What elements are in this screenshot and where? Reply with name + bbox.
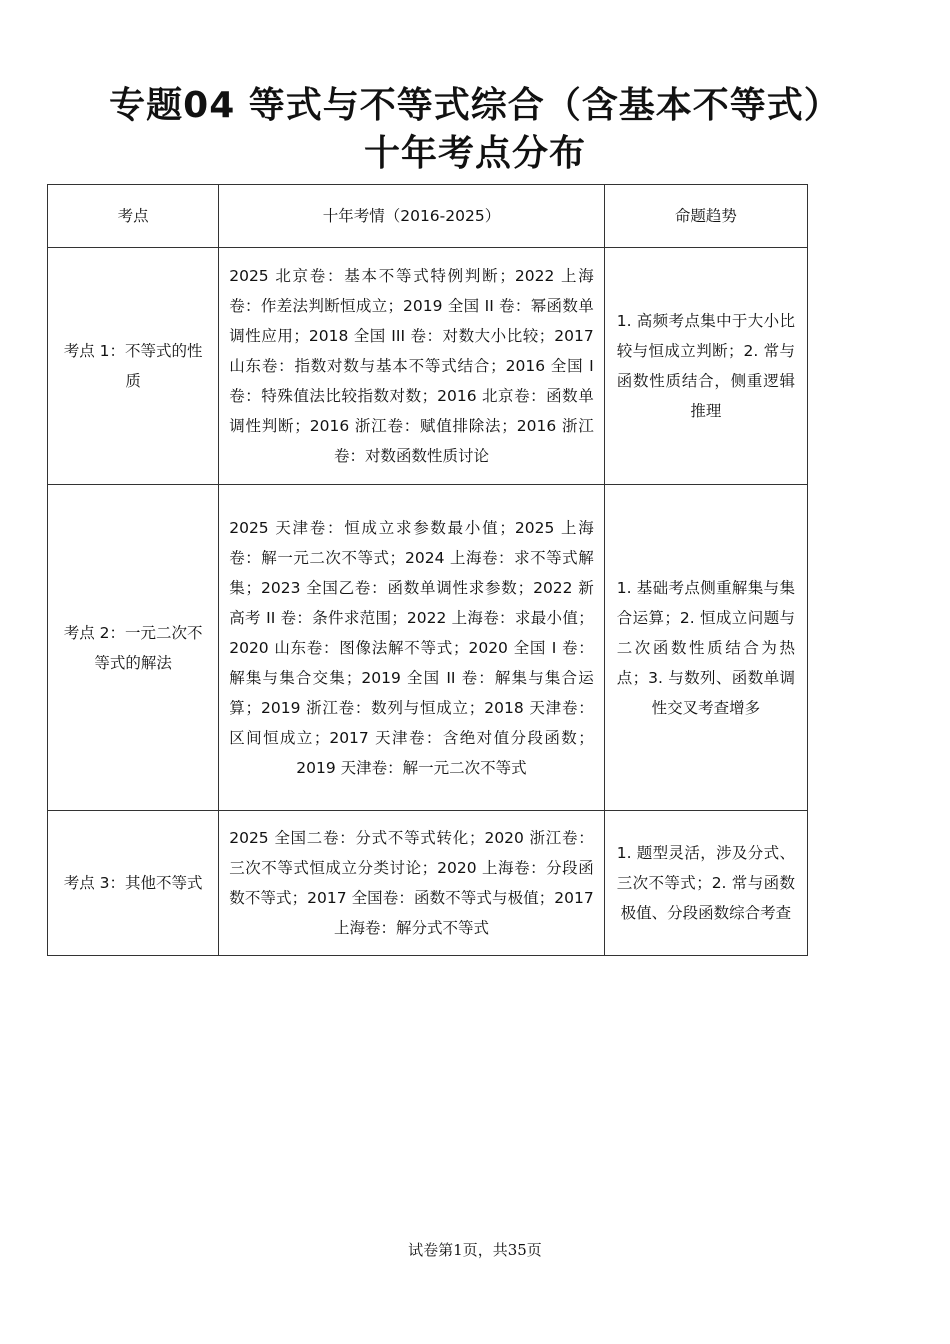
table-row (48, 248, 808, 485)
trend-cell: 1. 题型灵活，涉及分式、三次不等式；2. 常与函数极值、分段函数综合考查 (604, 811, 807, 956)
document-title: 专题04 等式与不等式综合（含基本不等式） (109, 85, 841, 126)
table-header-row (48, 185, 808, 248)
topic-cell: 考点 3：其他不等式 (48, 811, 219, 956)
trend-cell: 1. 高频考点集中于大小比较与恒成立判断；2. 常与函数性质结合，侧重逻辑推理 (604, 248, 807, 485)
history-cell: 2025 全国二卷：分式不等式转化；2020 浙江卷：三次不等式恒成立分类讨论；2020 上海卷：分段函数不等式；2017 全国卷：函数不等式与极值；2017 上海卷：解分式不等式 (219, 811, 605, 956)
history-cell: 2025 北京卷：基本不等式特例判断；2022 上海卷：作差法判断恒成立；2019 全国 II 卷：幂函数单调性应用；2018 全国 III 卷：对数大小比较；2017 山东卷：指数对数与基本不等式结合；2016 全国 I 卷：特殊值法比较指数对数；2016 北京卷：函数单调性判断；2016 浙江卷：赋值排除法；2016 浙江卷：对数函数性质讨论 (219, 248, 605, 485)
header-history: 十年考情（2016-2025） (219, 185, 605, 248)
topic-cell: 考点 2：一元二次不等式的解法 (48, 485, 219, 811)
trend-cell: 1. 基础考点侧重解集与集合运算；2. 恒成立问题与二次函数性质结合为热点；3. 与数列、函数单调性交叉考查增多 (604, 485, 807, 811)
topic-distribution-table (47, 184, 808, 956)
page-footer: 试卷第1页，共35页 (408, 1241, 542, 1259)
header-trend: 命题趋势 (604, 185, 807, 248)
document-subtitle: 十年考点分布 (363, 133, 586, 174)
history-cell: 2025 天津卷：恒成立求参数最小值；2025 上海卷：解一元二次不等式；2024 上海卷：求不等式解集；2023 全国乙卷：函数单调性求参数；2022 新高考 II 卷：条件求范围；2022 上海卷：求最小值；2020 山东卷：图像法解不等式；2020 全国 I 卷：解集与集合交集；2019 全国 II 卷：解集与集合运算；2019 浙江卷：数列与恒成立；2018 天津卷：区间恒成立；2017 天津卷：含绝对值分段函数；2019 天津卷：解一元二次不等式 (219, 485, 605, 811)
table-row (48, 811, 808, 956)
header-topic: 考点 (48, 185, 219, 248)
topic-cell: 考点 1：不等式的性质 (48, 248, 219, 485)
table-row (48, 485, 808, 811)
